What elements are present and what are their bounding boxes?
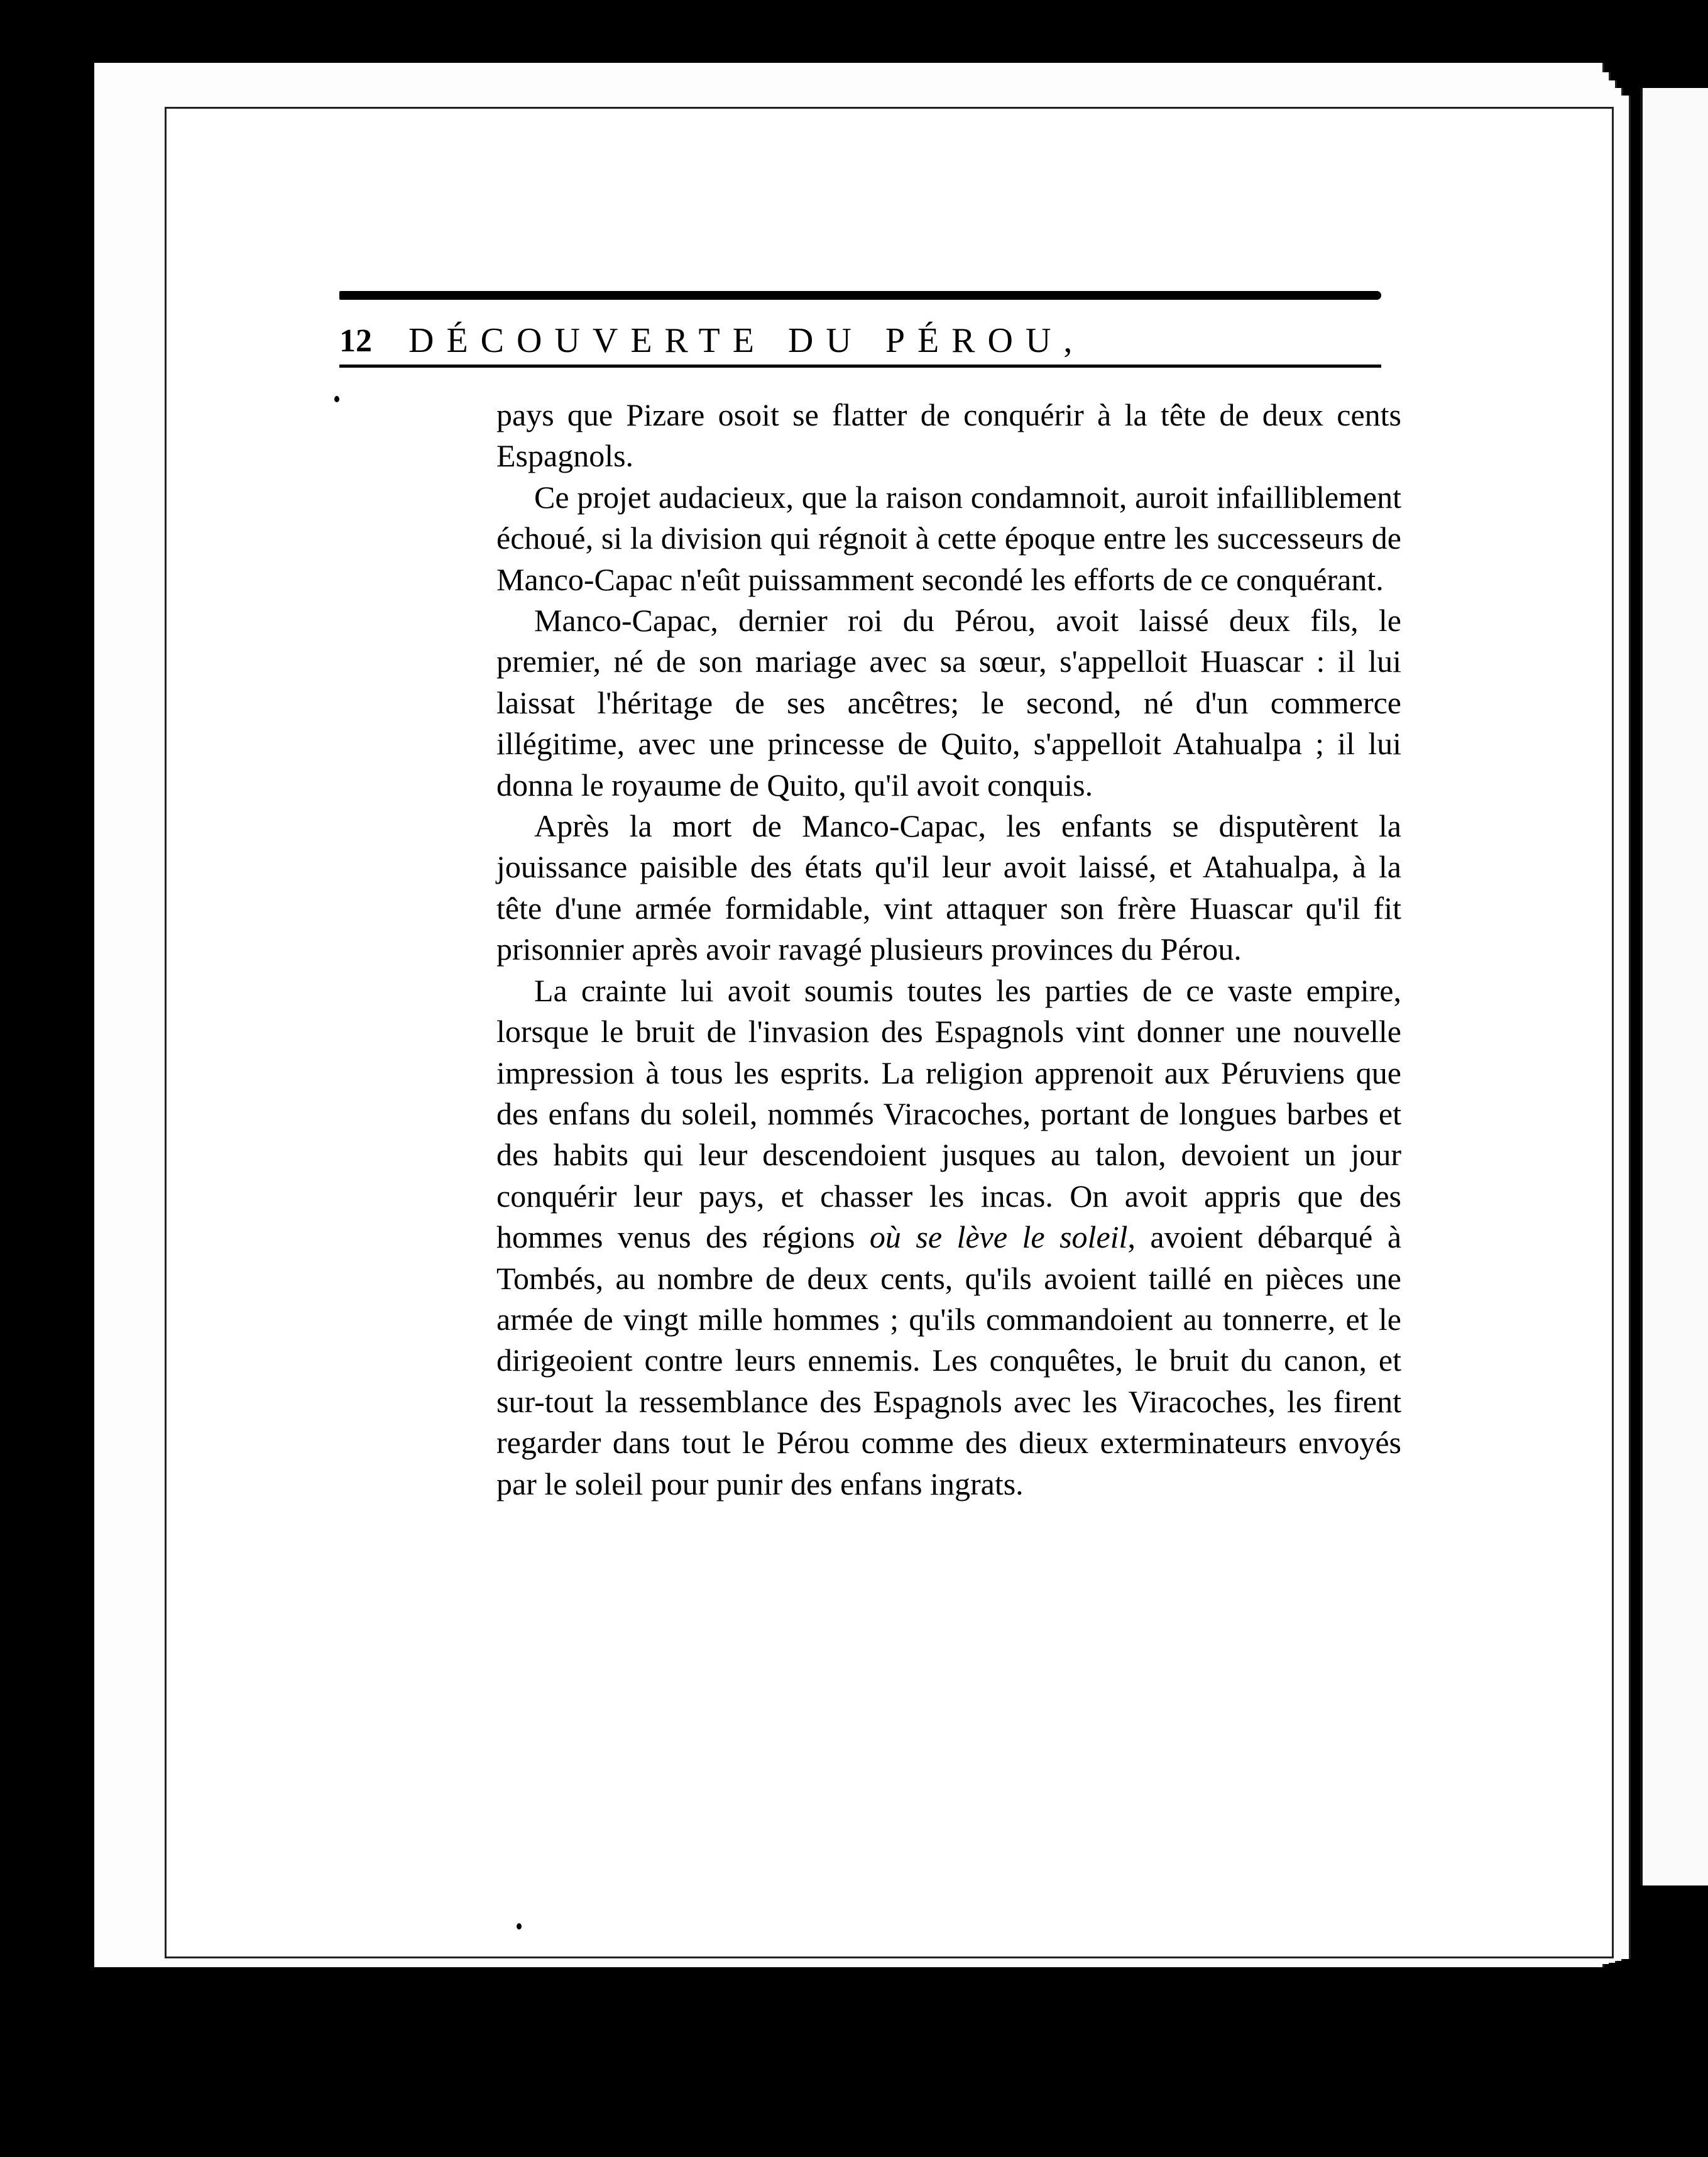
paragraph (496, 970, 1401, 1505)
paragraph: Ce projet audacieux, que la raison condamnoit, auroit infailliblement échoué, si la division qui régnoit à cette époque entre les successeurs de Manco-Capac n'eût puissamment secondé les efforts de ce conquérant. (496, 479, 1401, 597)
header-rule-top (339, 291, 1381, 300)
paragraph-text: , avoient débarqué à Tombés, au nombre de deux cents, qu'ils avoient taillé en pièces une armée de vingt mille hommes ; qu'ils commandoient au tonnerre, et le dirigeoient contre leurs ennemis. Les conquêtes, le bruit du canon, et sur-tout la ressemblance des Espagnols avec les Viracoches, les firent regarder dans tout le Pérou comme des dieux exterminateurs envoyés par le soleil pour punir des enfans ingrats. (496, 1219, 1402, 1501)
ink-mark (517, 1923, 522, 1929)
facing-page-strip (1640, 88, 1708, 1885)
paragraph: Après la mort de Manco-Capac, les enfants se disputèrent la jouissance paisible des états qu'il leur avoit laissé, et Atahualpa, à la tête d'une armée formidable, vint attaquer son frère Huascar qu'il fit prisonnier après avoir ravagé plusieurs provinces du Pérou. (496, 808, 1401, 967)
paragraph-text: La crainte lui avoit soumis toutes les parties de ce vaste empire, lorsque le bruit de l'invasion des Espagnols vint donner une nouvelle impression à tous les esprits. La religion apprenoit aux Péruviens que des enfans du soleil, nommés Viracoches, portant de longues barbes et des habits qui leur descendoient jusques au talon, devoient un jour conquérir leur pays, et chasser les incas. On avoit appris que des hommes venus des régions (496, 972, 1401, 1255)
body-text (496, 395, 1401, 1505)
italic-phrase: où se lève le soleil (869, 1219, 1128, 1255)
header-rule-bottom (339, 365, 1381, 368)
ink-mark (334, 396, 339, 402)
paragraph: pays que Pizare osoit se flatter de conquérir à la tête de deux cents Espagnols. (496, 397, 1401, 474)
paragraph: Manco-Capac, dernier roi du Pérou, avoit laissé deux fils, le premier, né de son mariage avec sa sœur, s'appelloit Huascar : il lui laissat l'héritage de ses ancêtres; le second, né d'un commerce illégitime, avec une princesse de Quito, s'appelloit Atahualpa ; il lui donna le royaume de Quito, qu'il avoit conquis. (496, 603, 1401, 803)
running-head (339, 316, 1381, 366)
page-number: 12 (339, 322, 372, 359)
page-title: DÉCOUVERTE DU PÉROU, (408, 321, 1085, 360)
